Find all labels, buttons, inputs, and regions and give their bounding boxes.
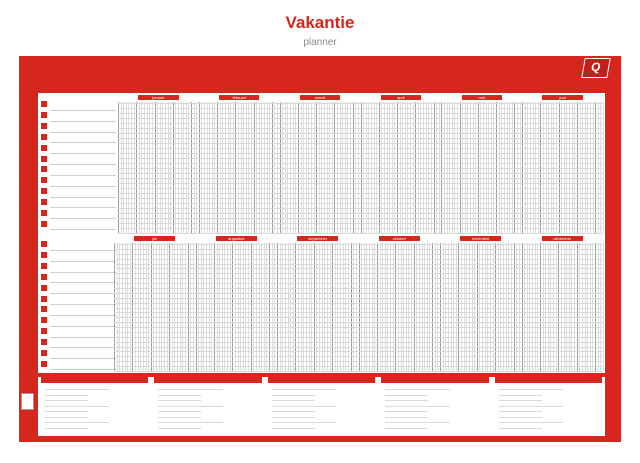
row-marker <box>41 350 47 356</box>
legend-line <box>499 406 563 407</box>
grid-row-line <box>118 163 603 164</box>
grid-row-line <box>118 233 603 234</box>
month-label: november <box>471 236 490 241</box>
name-line[interactable] <box>50 121 116 122</box>
row-marker <box>41 241 47 247</box>
row-marker <box>41 123 47 129</box>
grid-row-line <box>114 244 603 245</box>
month-label: juni <box>559 95 566 100</box>
name-line[interactable] <box>50 272 116 273</box>
legend-line <box>385 422 449 423</box>
legend-line <box>45 395 88 396</box>
grid-row-line <box>118 113 603 114</box>
grid-row-line <box>114 293 603 294</box>
legend-line <box>272 400 315 401</box>
month-label: juli <box>152 236 158 241</box>
legend-box-title <box>495 377 602 383</box>
grid-row-line <box>114 303 603 304</box>
grid-row-line <box>114 283 603 284</box>
legend-line <box>272 389 336 390</box>
grid-row-line <box>114 259 603 260</box>
legend-box-title <box>41 377 148 383</box>
grid-row-line <box>114 273 603 274</box>
grid-row-line <box>114 317 603 318</box>
legend-line <box>385 389 449 390</box>
row-marker <box>41 274 47 280</box>
side-icon <box>21 393 34 410</box>
name-line[interactable] <box>50 175 116 176</box>
legend-line <box>499 400 542 401</box>
name-line[interactable] <box>50 347 116 348</box>
month-label: mei <box>478 95 485 100</box>
grid-row-line <box>118 213 603 214</box>
legend-box <box>41 377 148 436</box>
month-label: januari <box>152 95 165 100</box>
grid-row-line <box>114 347 603 348</box>
grid-row-line <box>114 278 603 279</box>
grid-row-line <box>114 342 603 343</box>
month-label: december <box>553 236 572 241</box>
grid-row-line <box>118 158 603 159</box>
legend-box-title <box>154 377 261 383</box>
grid-row-line <box>114 322 603 323</box>
legend-line <box>158 389 222 390</box>
name-line[interactable] <box>50 369 116 370</box>
grid-row-line <box>118 153 603 154</box>
legend-line <box>45 411 88 412</box>
row-marker <box>41 339 47 345</box>
legend-line <box>499 389 563 390</box>
row-marker <box>41 361 47 367</box>
grid-row-line <box>114 356 603 357</box>
name-line[interactable] <box>50 186 116 187</box>
grid-row-line <box>114 249 603 250</box>
legend-line <box>158 406 222 407</box>
page-title: Vakantie <box>285 13 355 32</box>
calendar-grid-bottom <box>114 236 603 371</box>
legend-line <box>158 417 201 418</box>
legend-line <box>385 411 428 412</box>
grid-row-line <box>114 351 603 352</box>
name-line[interactable] <box>50 197 116 198</box>
name-line[interactable] <box>50 282 116 283</box>
legend-line <box>158 395 201 396</box>
grid-row-line <box>118 173 603 174</box>
calendar-grid-top <box>118 95 603 233</box>
name-line[interactable] <box>50 164 116 165</box>
grid-row-line <box>118 128 603 129</box>
name-line[interactable] <box>50 261 116 262</box>
grid-row-line <box>114 264 603 265</box>
grid-row-line <box>118 193 603 194</box>
name-line[interactable] <box>50 293 116 294</box>
month-label: oktober <box>392 236 406 241</box>
grid-row-line <box>118 148 603 149</box>
row-marker <box>41 221 47 227</box>
legend-box-title <box>268 377 375 383</box>
grid-row-line <box>118 168 603 169</box>
grid-row-line <box>118 103 603 104</box>
row-marker <box>41 263 47 269</box>
grid-row-line <box>114 298 603 299</box>
legend-line <box>499 428 542 429</box>
grid-row-line <box>118 178 603 179</box>
row-marker <box>41 134 47 140</box>
name-line[interactable] <box>50 229 116 230</box>
legend-line <box>499 422 563 423</box>
grid-row-line <box>118 218 603 219</box>
grid-row-line <box>118 223 603 224</box>
legend-line <box>385 428 428 429</box>
row-marker <box>41 285 47 291</box>
legend-line <box>45 428 88 429</box>
name-line[interactable] <box>50 358 116 359</box>
day-column-line <box>603 102 604 233</box>
grid-row-line <box>118 208 603 209</box>
grid-row-line <box>114 312 603 313</box>
row-marker <box>41 101 47 107</box>
legend-box-title <box>381 377 488 383</box>
name-line[interactable] <box>50 337 116 338</box>
legend-line <box>272 411 315 412</box>
grid-row-line <box>118 133 603 134</box>
name-line[interactable] <box>50 132 116 133</box>
name-line[interactable] <box>50 304 116 305</box>
legend-line <box>45 389 109 390</box>
row-marker <box>41 328 47 334</box>
name-line[interactable] <box>50 142 116 143</box>
legend-line <box>158 428 201 429</box>
grid-row-line <box>114 268 603 269</box>
legend-box <box>154 377 261 436</box>
row-marker <box>41 210 47 216</box>
legend-box <box>268 377 375 436</box>
row-marker <box>41 156 47 162</box>
grid-row-line <box>118 108 603 109</box>
legend-line <box>272 428 315 429</box>
row-marker <box>41 317 47 323</box>
legend-line <box>158 422 222 423</box>
grid-row-line <box>114 308 603 309</box>
legend-line <box>385 400 428 401</box>
name-line[interactable] <box>50 207 116 208</box>
legend-line <box>499 417 542 418</box>
row-marker <box>41 188 47 194</box>
name-column-top <box>38 99 116 229</box>
brand-logo <box>581 58 611 78</box>
legend-footer <box>38 377 605 436</box>
legend-line <box>272 395 315 396</box>
grid-row-line <box>114 332 603 333</box>
legend-box <box>495 377 602 436</box>
day-column-line <box>603 243 604 371</box>
row-marker <box>41 145 47 151</box>
grid-row-line <box>114 366 603 367</box>
grid-row-line <box>118 228 603 229</box>
legend-line <box>272 406 336 407</box>
name-line[interactable] <box>50 153 116 154</box>
month-label: februari <box>232 95 247 100</box>
legend-line <box>158 411 201 412</box>
grid-row-line <box>118 203 603 204</box>
name-line[interactable] <box>50 315 116 316</box>
row-marker <box>41 199 47 205</box>
grid-row-line <box>118 198 603 199</box>
legend-line <box>385 417 428 418</box>
legend-line <box>45 400 88 401</box>
legend-line <box>45 417 88 418</box>
page-subtitle: planner <box>303 37 337 48</box>
grid-row-line <box>114 371 603 372</box>
name-line[interactable] <box>50 326 116 327</box>
name-column-bottom <box>38 239 116 369</box>
name-line[interactable] <box>50 110 116 111</box>
legend-line <box>385 406 449 407</box>
legend-line <box>385 395 428 396</box>
grid-row-line <box>114 337 603 338</box>
grid-row-line <box>118 183 603 184</box>
month-label: september <box>308 236 328 241</box>
legend-line <box>45 406 109 407</box>
logo-letter: Q <box>589 60 602 74</box>
legend-line <box>45 422 109 423</box>
row-marker <box>41 166 47 172</box>
grid-row-line <box>118 138 603 139</box>
grid-row-line <box>114 288 603 289</box>
name-line[interactable] <box>50 218 116 219</box>
legend-line <box>272 422 336 423</box>
grid-row-line <box>118 188 603 189</box>
legend-line <box>158 400 201 401</box>
row-marker <box>41 296 47 302</box>
row-marker <box>41 252 47 258</box>
legend-line <box>499 411 542 412</box>
grid-row-line <box>118 143 603 144</box>
grid-row-line <box>118 118 603 119</box>
planner-sheet <box>38 93 605 373</box>
grid-row-line <box>114 254 603 255</box>
grid-row-line <box>114 327 603 328</box>
month-label: augustus <box>228 236 245 241</box>
legend-line <box>272 417 315 418</box>
row-marker <box>41 112 47 118</box>
month-label: maart <box>314 95 326 100</box>
legend-line <box>499 395 542 396</box>
legend-box <box>381 377 488 436</box>
month-label: april <box>397 95 405 100</box>
name-line[interactable] <box>50 250 116 251</box>
row-marker <box>41 177 47 183</box>
row-marker <box>41 306 47 312</box>
grid-row-line <box>114 361 603 362</box>
grid-row-line <box>118 123 603 124</box>
